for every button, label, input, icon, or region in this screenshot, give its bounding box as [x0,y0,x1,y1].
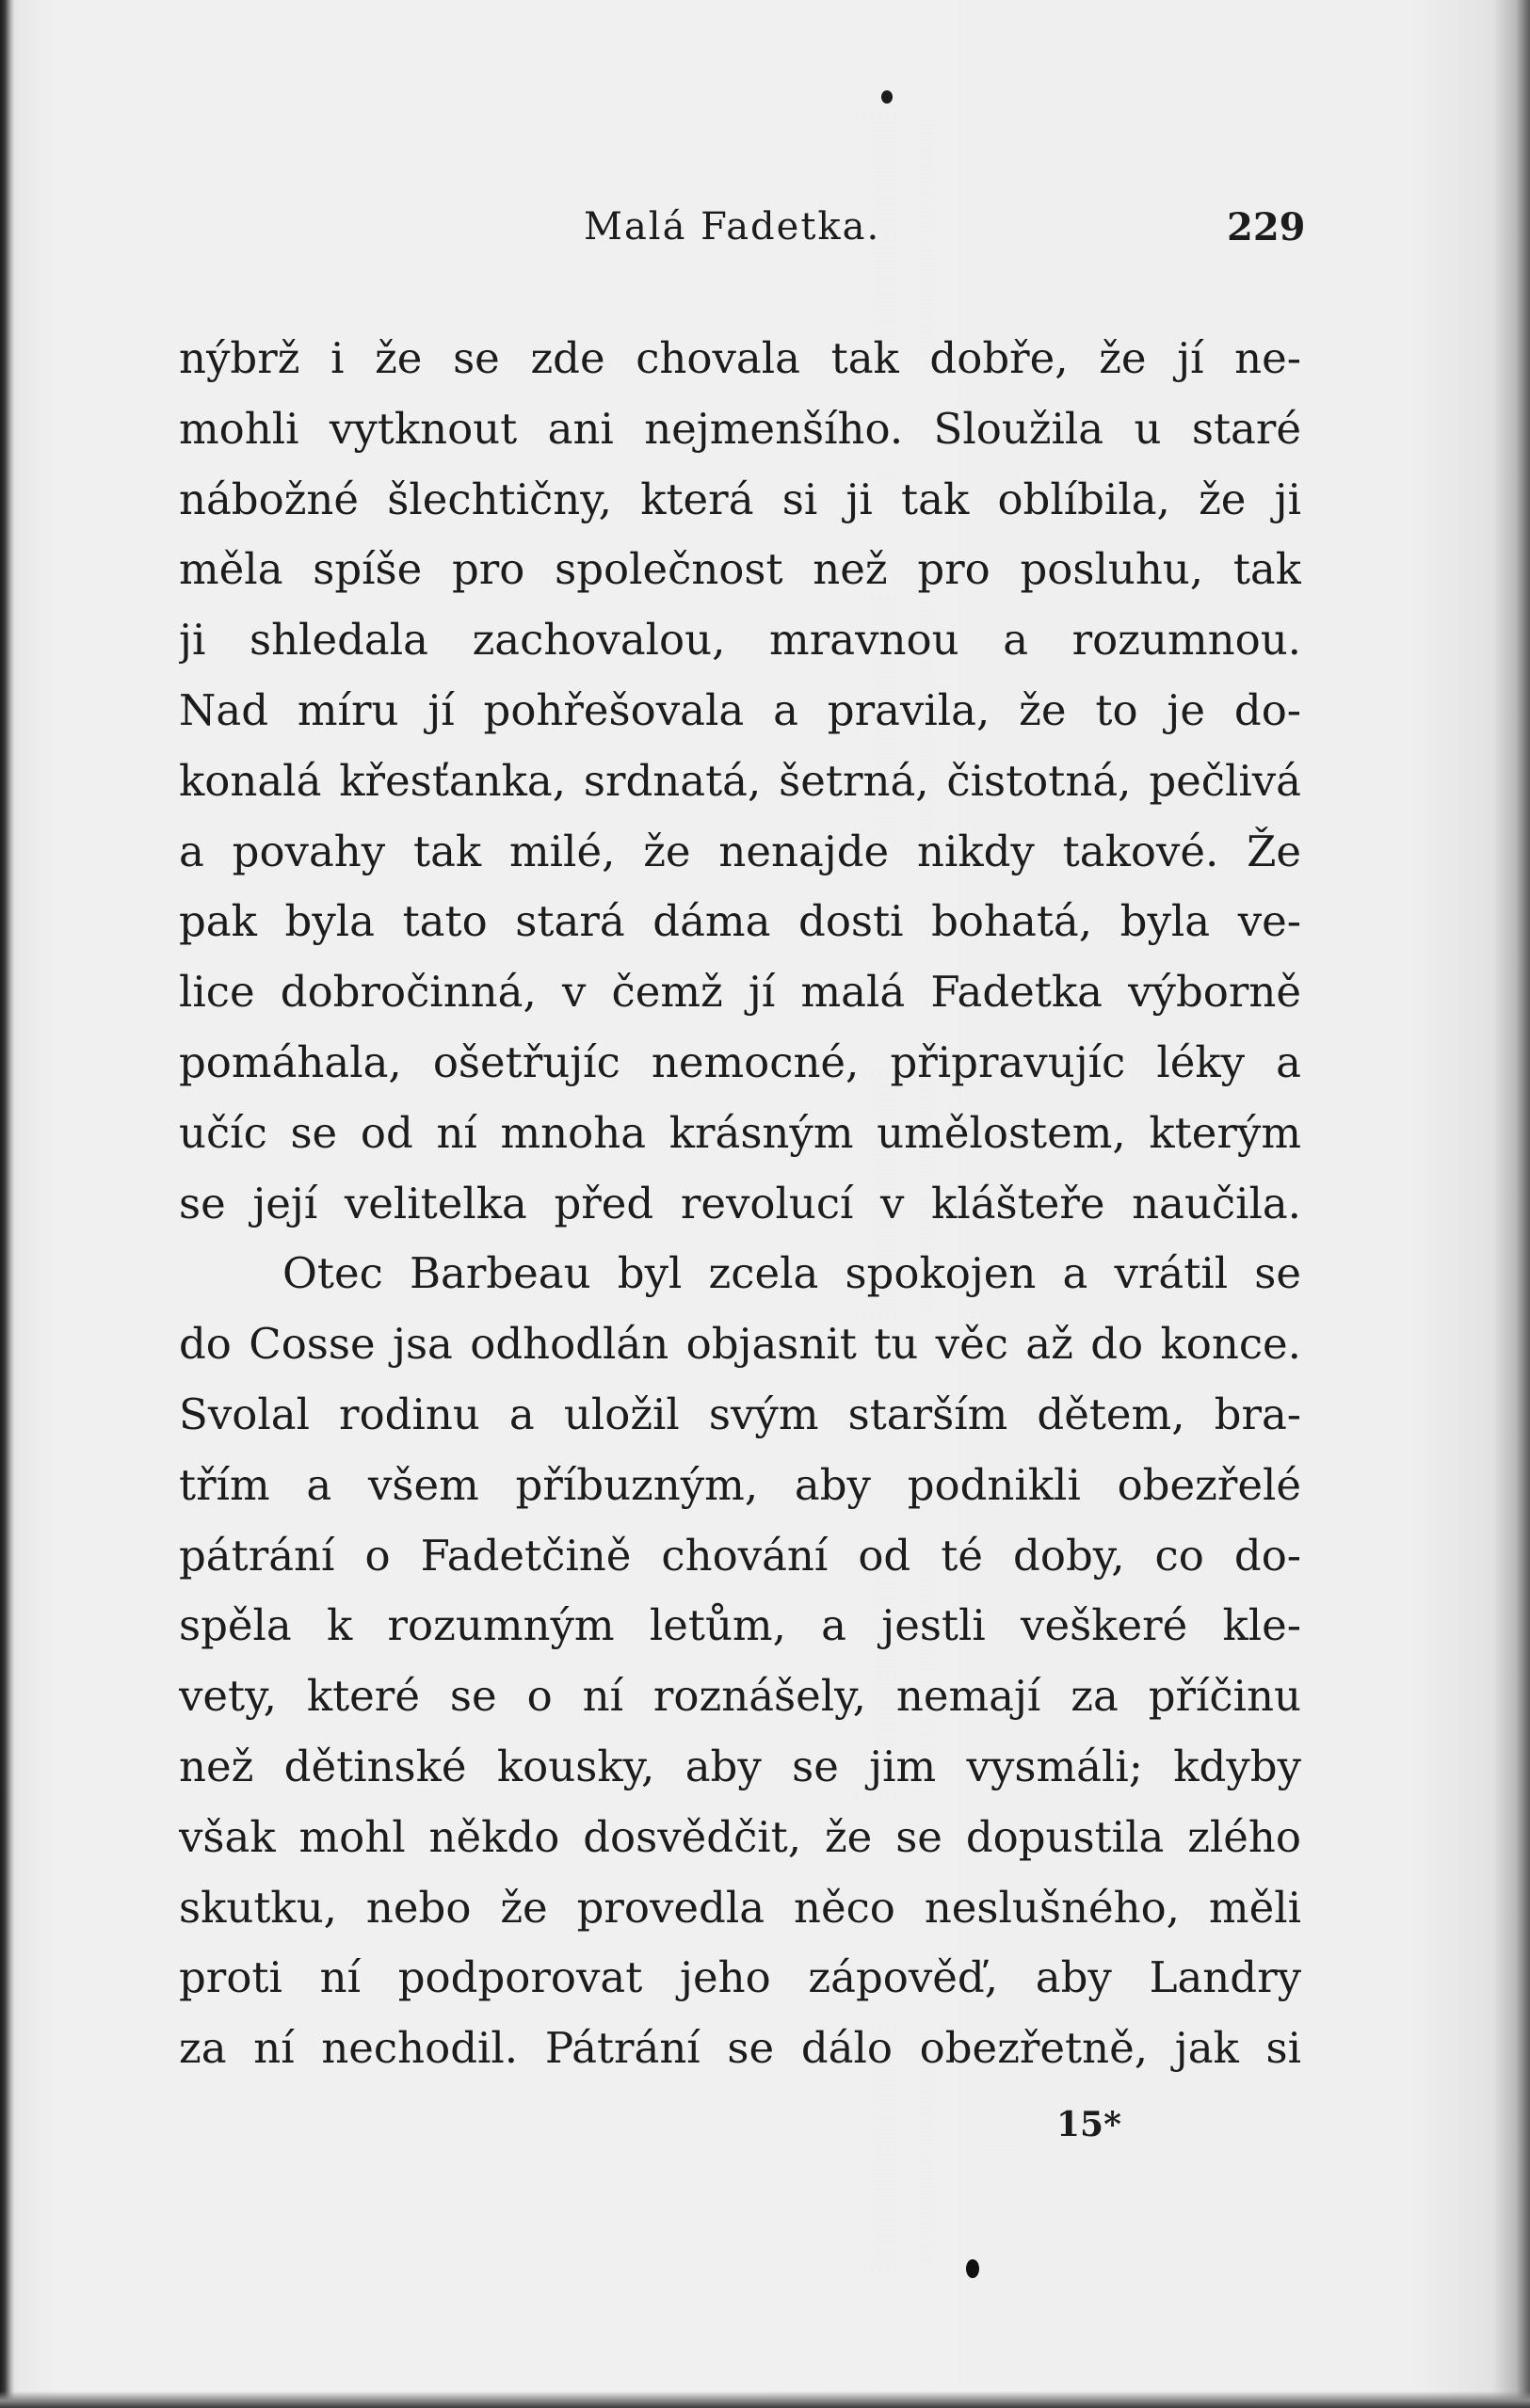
text-line: spěla k rozumným letům, a jestli veškeré kle- [179,1600,1301,1651]
text-line: pátrání o Fadetčině chování od té doby, co do- [179,1530,1301,1581]
page-number: 229 [1227,205,1306,249]
ink-dot-top [881,90,893,104]
text-line: třím a všem příbuzným, aby podnikli obezřelé [179,1459,1301,1510]
text-line: nábožné šlechtičny, která si ji tak oblíbila, že ji [179,474,1301,524]
page-bottom-edge [0,2391,1530,2408]
body-text [179,324,1301,2084]
paragraph-start-line: Otec Barbeau byl zcela spokojen a vrátil se [282,1248,1301,1299]
text-line: lice dobročinná, v čemž jí malá Fadetka výborně [179,967,1301,1018]
text-line: proti ní podporovat jeho zápověď, aby Landry [179,1952,1301,2003]
text-line: se její velitelka před revolucí v klášteře naučila. [179,1178,1301,1228]
signature-mark: 15* [1056,2105,1121,2144]
text-line: konalá křesťanka, srdnatá, šetrná, čistotná, pečlivá [179,755,1301,806]
text-line: nýbrž i že se zde chovala tak dobře, že jí ne- [179,333,1301,383]
text-line: ji shledala zachovalou, mravnou a rozumnou. [179,615,1301,666]
text-line: měla spíše pro společnost než pro posluhu, tak [179,544,1301,595]
text-line: skutku, nebo že provedla něco neslušného, měli [179,1882,1301,1933]
text-line: učíc se od ní mnoha krásným umělostem, kterým [179,1107,1301,1158]
text-line: vety, které se o ní roznášely, nemají za příčinu [179,1671,1301,1722]
text-line: než dětinské kousky, aby se jim vysmáli; kdyby [179,1741,1301,1791]
text-line: pomáhala, ošetřujíc nemocné, připravujíc léky a [179,1036,1301,1087]
text-line: mohli vytknout ani nejmenšího. Sloužila u staré [179,403,1301,454]
text-line: Nad míru jí pohřešovala a pravila, že to je do- [179,684,1301,735]
text-line: do Cosse jsa odhodlán objasnit tu věc až do konce. [179,1319,1301,1370]
page-left-edge [0,0,15,2408]
text-line: pak byla tato stará dáma dosti bohatá, byla ve- [179,896,1301,947]
text-line: a povahy tak milé, že nenajde nikdy takové. Že [179,826,1301,876]
ink-dot-bottom [966,2259,979,2278]
text-line: za ní nechodil. Pátrání se dálo obezřetně, jak si [179,2023,1301,2074]
text-line: však mohl někdo dosvědčit, že se dopustila zlého [179,1811,1301,1862]
running-title: Malá Fadetka. [584,205,881,249]
text-line: Svolal rodinu a uložil svým starším dětem, bra- [179,1389,1301,1439]
